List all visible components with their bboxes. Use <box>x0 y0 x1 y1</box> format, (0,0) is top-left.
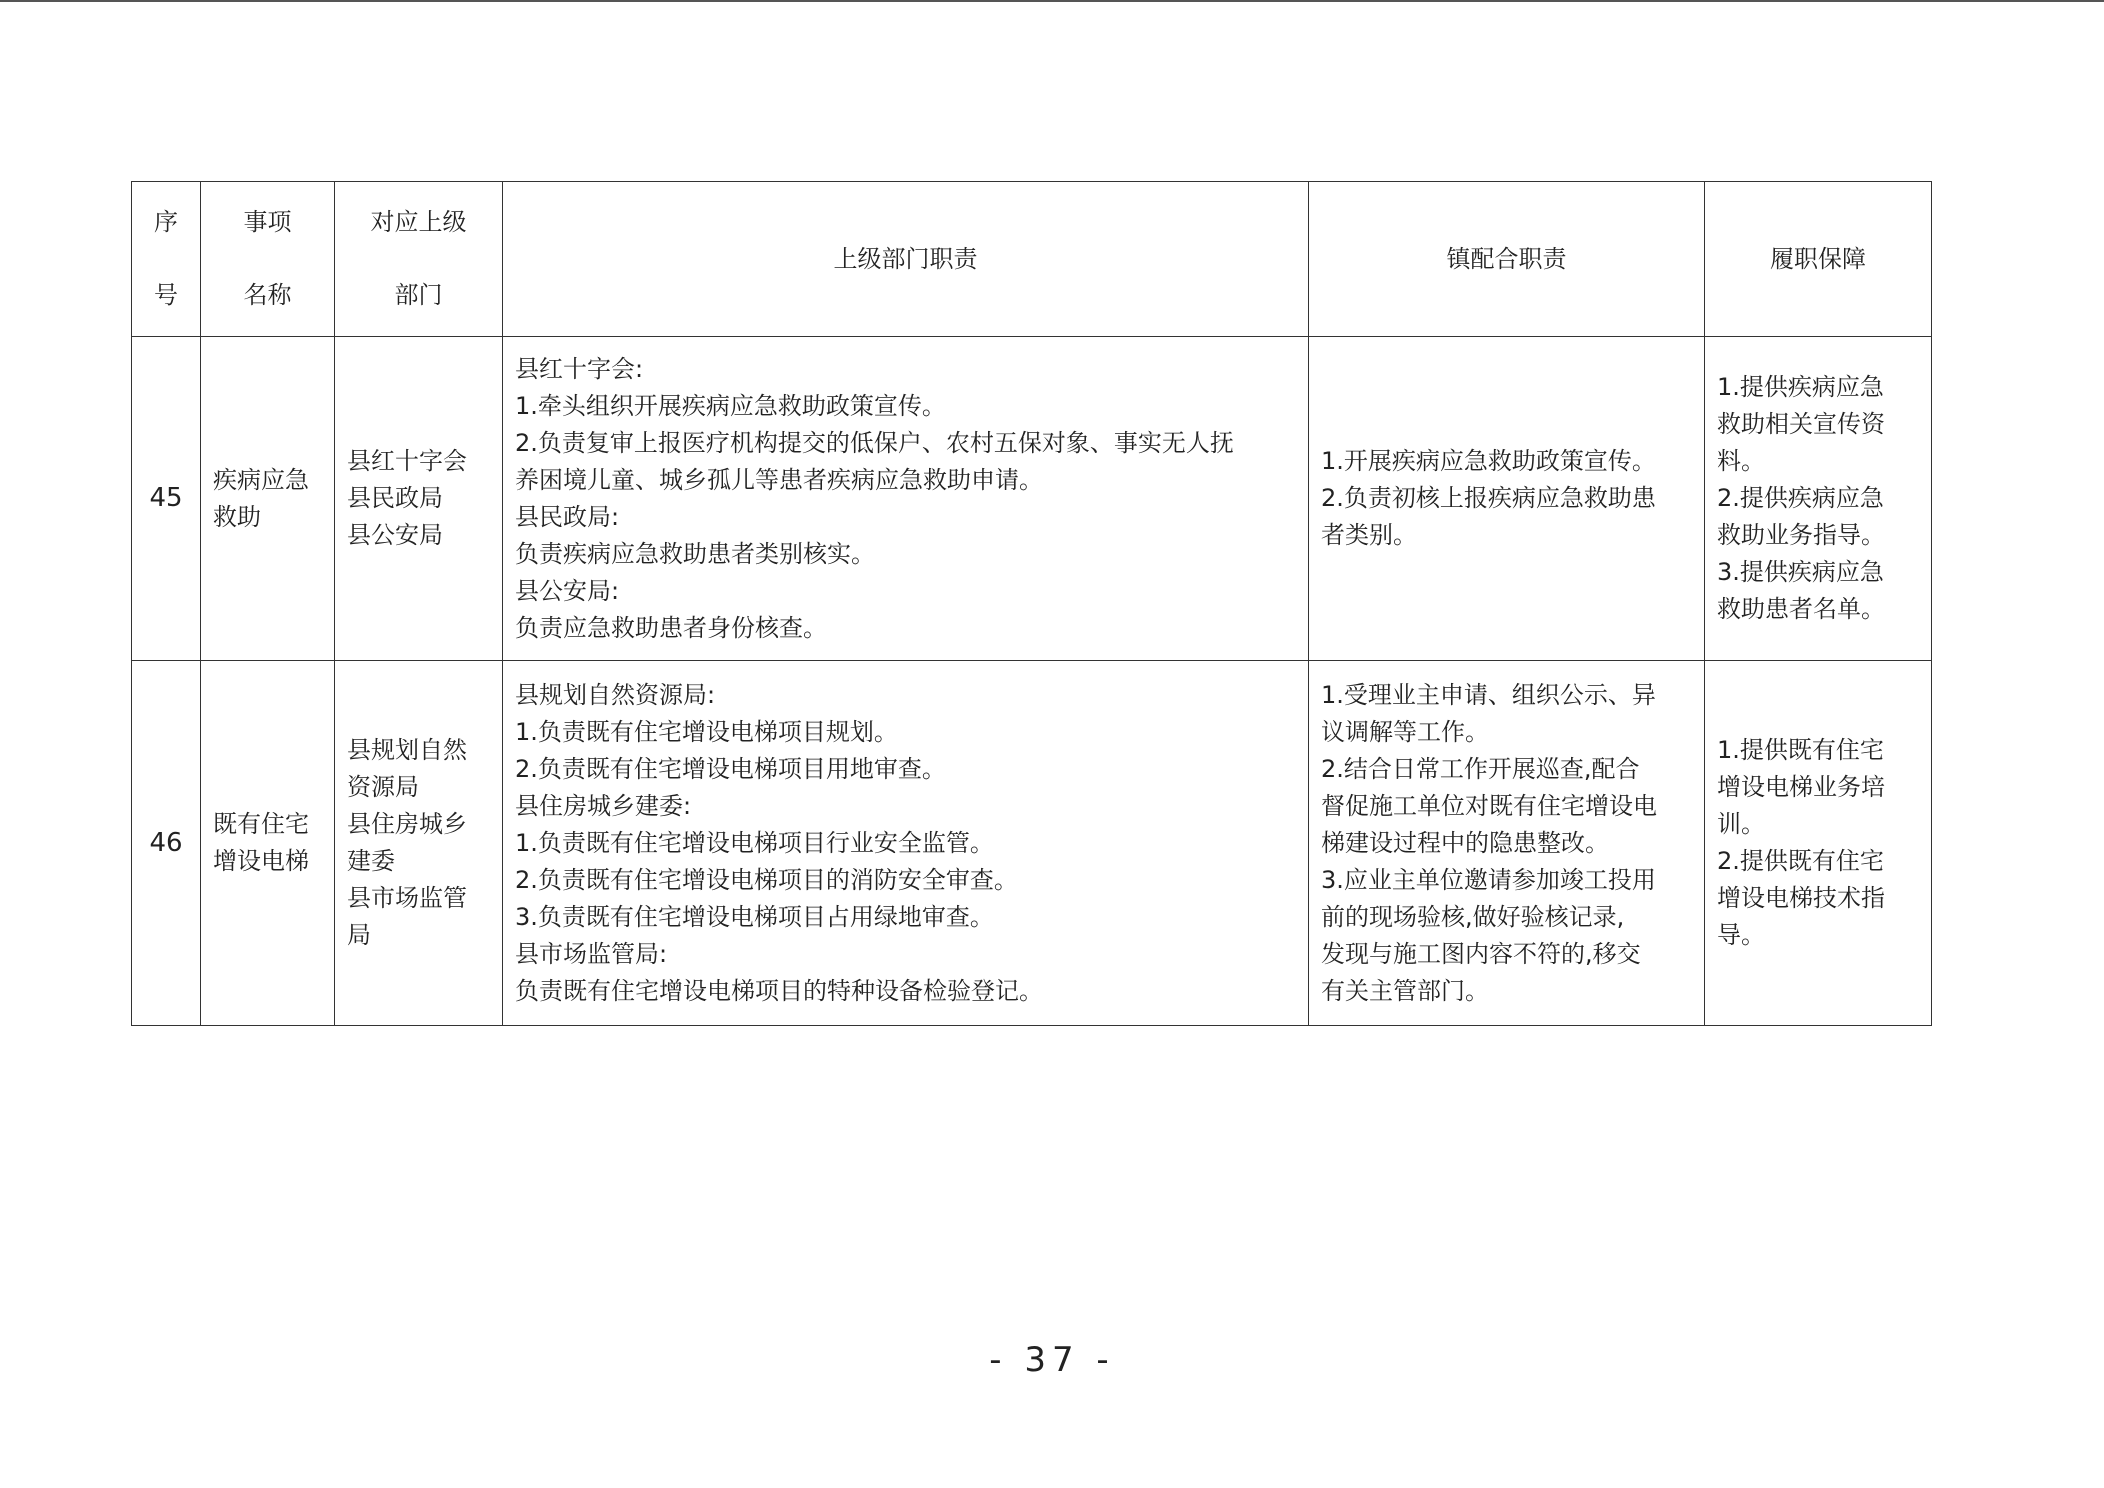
row-number: 45 <box>132 337 201 661</box>
guarantee-cell: 1.提供既有住宅 增设电梯业务培 训。 2.提供既有住宅 增设电梯技术指 导。 <box>1705 661 1932 1026</box>
header-seq: 序 号 <box>132 182 201 337</box>
town-duty-cell: 1.受理业主申请、组织公示、异 议调解等工作。 2.结合日常工作开展巡查,配合 督促施工单位对既有住宅增设电 梯建设过程中的隐患整改。 3.应业主单位邀请参加竣工投用 前的现场验核,做好验核记录, 发现与施工图内容不符的,移交 有关主管部门。 <box>1309 661 1705 1026</box>
guarantee-cell: 1.提供疾病应急 救助相关宣传资 料。 2.提供疾病应急 救助业务指导。 3.提供疾病应急 救助患者名单。 <box>1705 337 1932 661</box>
item-name-cell: 疾病应急 救助 <box>201 337 335 661</box>
upper-duty-cell: 县规划自然资源局: 1.负责既有住宅增设电梯项目规划。 2.负责既有住宅增设电梯项目用地审查。 县住房城乡建委: 1.负责既有住宅增设电梯项目行业安全监管。 2.负责既有住宅增设电梯项目的消防安全审查。 3.负责既有住宅增设电梯项目占用绿地审查。 县市场监管局: 负责既有住宅增设电梯项目的特种设备检验登记。 <box>503 661 1309 1026</box>
header-upper-dept: 对应上级 部门 <box>335 182 503 337</box>
header-item-name: 事项 名称 <box>201 182 335 337</box>
town-duty-cell: 1.开展疾病应急救助政策宣传。 2.负责初核上报疾病应急救助患 者类别。 <box>1309 337 1705 661</box>
table-row <box>132 661 1932 1026</box>
table-row <box>132 337 1932 661</box>
upper-duty-cell: 县红十字会: 1.牵头组织开展疾病应急救助政策宣传。 2.负责复审上报医疗机构提交的低保户、农村五保对象、事实无人抚 养困境儿童、城乡孤儿等患者疾病应急救助申请。 县民政局: 负责疾病应急救助患者类别核实。 县公安局: 负责应急救助患者身份核查。 <box>503 337 1309 661</box>
page-number: - 37 - <box>989 1340 1115 1380</box>
item-name-cell: 既有住宅 增设电梯 <box>201 661 335 1026</box>
row-number: 46 <box>132 661 201 1026</box>
header-upper-duty: 上级部门职责 <box>503 182 1309 337</box>
page-top-rule <box>0 0 2104 2</box>
table-header-row <box>132 182 1932 337</box>
header-guarantee: 履职保障 <box>1705 182 1932 337</box>
duty-table <box>131 181 1932 1026</box>
header-town-duty: 镇配合职责 <box>1309 182 1705 337</box>
upper-dept-cell: 县红十字会 县民政局 县公安局 <box>335 337 503 661</box>
upper-dept-cell: 县规划自然 资源局 县住房城乡 建委 县市场监管 局 <box>335 661 503 1026</box>
